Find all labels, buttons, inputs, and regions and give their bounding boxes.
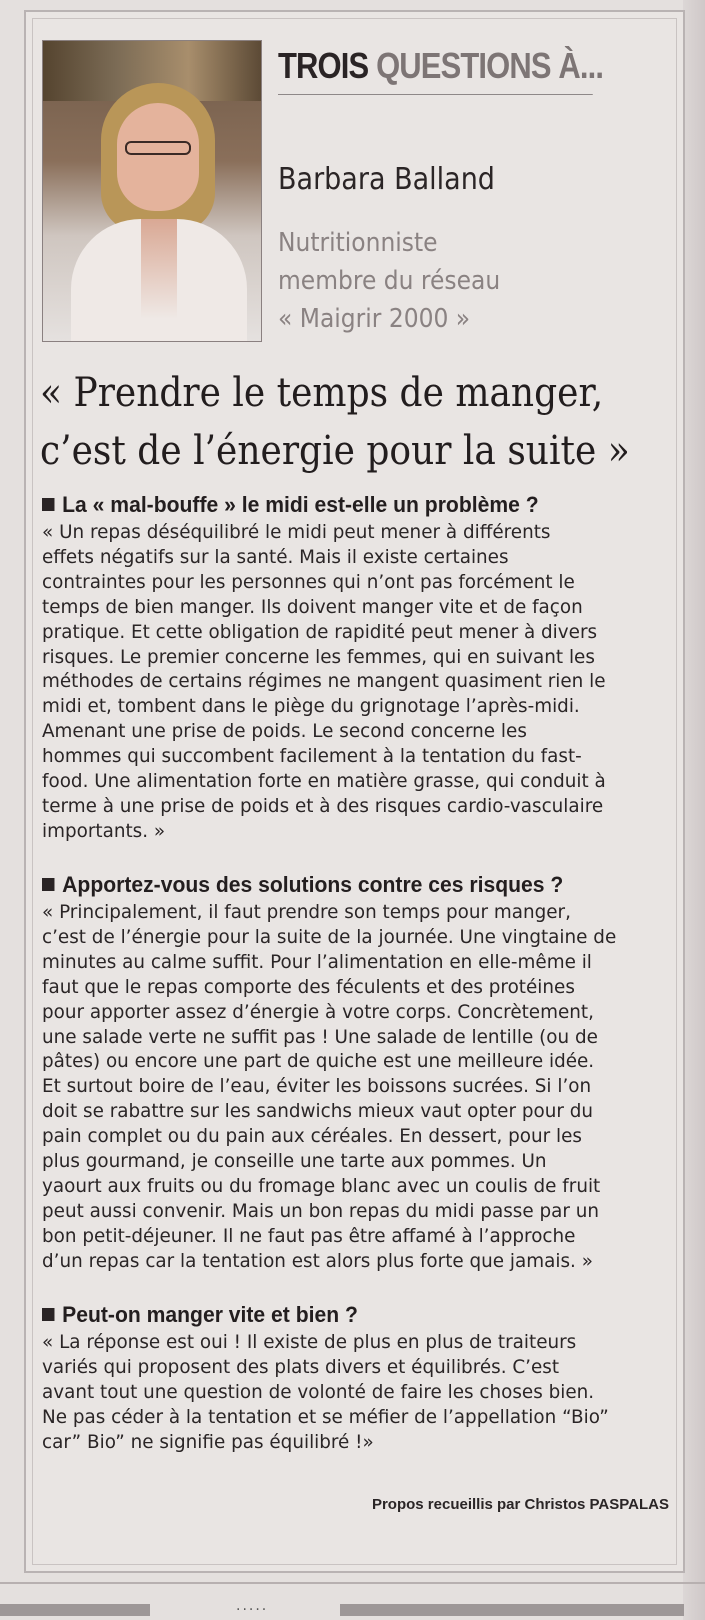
bottom-rule (0, 1582, 705, 1584)
answer-line: pâtes) ou encore une part de quiche est une meilleure idée. (42, 1050, 595, 1073)
answer-line: midi et, tombent dans le piège du grignotage l’après-midi. (42, 695, 580, 718)
interview-credit: Propos recueillis par Christos PASPALAS (371, 1496, 669, 1513)
square-bullet-icon (42, 498, 54, 511)
answer-line: risques. Le premier concerne les femmes, qui en suivant les (42, 645, 595, 668)
interviewee-role (278, 224, 500, 338)
question-text: Peut-on manger vite et bien ? (62, 1302, 358, 1327)
answer-line: c’est de l’énergie pour la suite de la journée. Une vingtaine de (42, 925, 617, 948)
bottom-bar (0, 1604, 150, 1616)
bottom-bar (340, 1604, 684, 1616)
answer-line: car” Bio” ne signifie pas équilibré !» (42, 1430, 374, 1453)
answer-line: faut que le repas comporte des féculents et des protéines (42, 975, 575, 998)
qa-section-2 (42, 870, 682, 1274)
answer-line: pratique. Et cette obligation de rapidité peut mener à divers (42, 620, 598, 643)
answer-line: d’un repas car la tentation est alors plus forte que jamais. » (42, 1249, 593, 1272)
answer-line: pain complet ou du pain aux céréales. En dessert, pour les (42, 1125, 582, 1148)
answer-line: food. Une alimentation forte en matière grasse, qui conduit à (42, 770, 606, 793)
square-bullet-icon (42, 878, 54, 891)
headline (40, 364, 630, 480)
answer-line: « La réponse est oui ! Il existe de plus en plus de traiteurs (42, 1331, 577, 1353)
answer-line: importants. » (42, 819, 166, 842)
question-heading (42, 490, 656, 520)
question-text: Apportez-vous des solutions contre ces risques ? (62, 872, 564, 897)
question-heading (42, 870, 656, 900)
answer-line: variés qui proposent des plats divers et équilibrés. C’est (42, 1355, 560, 1378)
answer-line: hommes qui succombent facilement à la tentation du fast- (42, 745, 582, 768)
paper-edge (683, 0, 705, 1620)
answer-line: terme à une prise de poids et à des risques cardio-vasculaire (42, 794, 604, 817)
footer-dots: ..... (236, 1598, 269, 1614)
answer-line: « Un repas déséquilibré le midi peut mener à différents (42, 521, 551, 543)
answer-line: pour apporter assez d’énergie à votre corps. Concrètement, (42, 1000, 594, 1023)
answer-line: yaourt aux fruits ou du fromage blanc avec un coulis de fruit (42, 1174, 601, 1197)
kicker-part-2: QUESTIONS À... (376, 45, 604, 86)
role-line: membre du réseau (278, 266, 501, 296)
headline-line: c’est de l’énergie pour la suite » (40, 428, 630, 474)
portrait-photo (42, 40, 262, 342)
answer-line: peut aussi convenir. Mais un bon repas du midi passe par un (42, 1199, 600, 1222)
article-frame (24, 10, 685, 1573)
role-line: Nutritionniste (278, 228, 438, 258)
role-line: « Maigrir 2000 » (278, 304, 471, 334)
answer-text (42, 520, 682, 844)
answer-text (42, 900, 682, 1274)
qa-section-3 (42, 1300, 682, 1455)
answer-text (42, 1330, 682, 1455)
question-heading (42, 1300, 656, 1330)
kicker-part-1: TROIS (278, 45, 369, 86)
qa-section-1 (42, 490, 682, 844)
answer-line: doit se rabattre sur les sandwichs mieux vaut opter pour du (42, 1100, 594, 1123)
answer-line: effets négatifs sur la santé. Mais il existe certaines (42, 545, 509, 568)
answer-line: Et surtout boire de l’eau, éviter les boissons sucrées. Si l’on (42, 1075, 592, 1098)
answer-line: Amenant une prise de poids. Le second concerne les (42, 720, 527, 743)
answer-line: Ne pas céder à la tentation et se méfier de l’appellation “Bio” (42, 1405, 609, 1428)
answer-line: bon petit-déjeuner. Il ne faut pas être affamé à l’approche (42, 1224, 576, 1247)
answer-line: avant tout une question de volonté de faire les choses bien. (42, 1380, 595, 1403)
answer-line: minutes au calme suffit. Pour l’alimentation en elle-même il (42, 950, 592, 973)
interviewee-name: Barbara Balland (278, 162, 495, 197)
answer-line: temps de bien manger. Ils doivent manger vite et de façon (42, 595, 583, 618)
answer-line: une salade verte ne suffit pas ! Une salade de lentille (ou de (42, 1025, 598, 1048)
answer-line: contraintes pour les personnes qui n’ont pas forcément le (42, 570, 575, 593)
answer-line: plus gourmand, je conseille une tarte aux pommes. Un (42, 1150, 547, 1173)
answer-line: « Principalement, il faut prendre son temps pour manger, (42, 901, 571, 923)
headline-line: « Prendre le temps de manger, (40, 370, 604, 416)
answer-line: méthodes de certains régimes ne mangent quasiment rien le (42, 670, 606, 693)
question-text: La « mal-bouffe » le midi est-elle un problème ? (62, 492, 539, 517)
section-kicker (278, 38, 604, 95)
square-bullet-icon (42, 1308, 54, 1321)
